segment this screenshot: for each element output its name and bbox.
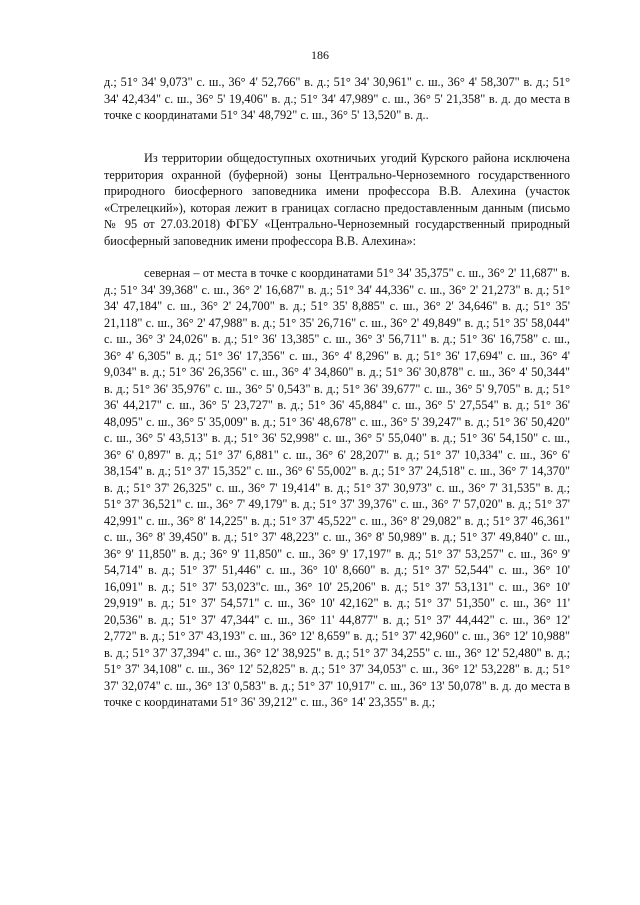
north-boundary-text: северная – от места в точке с координатами 51° 34' 35,375" с. ш., 36° 2' 11,687" в. д.; 51° 34' 39,368" с. ш., 36° 2' 16,687" в. д.; 51° 34' 44,336" с. ш., 36° 2' 21,273" в. д.; 51° 34' 47,184" с. ш., 36° 2' 24,700" в. д.; 51° 35' 8,885" с. ш., 36° 2' 34,646" в. д.; 51° 35' 21,118" с. ш., 36° 2' 47,988" в. д.; 51° 35' 26,716" с. ш., 36° 2' 49,849" в. д.; 51° 35' 58,044" с. ш., 36° 3' 24,026" в. д.; 51° 36' 13,385" с. ш., 36° 3' 56,711" в. д.; 51° 36' 16,758" с. ш., 36° 4' 6,305" в. д.; 51° 36' 17,356" с. ш., 36° 4' 8,296" в. д.; 51° 36' 17,694" с. ш., 36° 4' 9,034" в. д.; 51° 36' 26,356" с. ш., 36° 4' 34,860" в. д.; 51° 36' 30,878" с. ш., 36° 4' 50,344" в. д.; 51° 36' 35,976" с. ш., 36° 5' 0,543" в. д.; 51° 36' 39,677" с. ш., 36° 5' 9,705" в. д.; 51° 36' 44,217" с. ш., 36° 5' 23,727" в. д.; 51° 36' 45,884" с. ш., 36° 5' 27,554" в. д.; 51° 36' 48,095" с. ш., 36° 5' 35,009" в. д.; 51° 36' 48,678" с. ш., 36° 5' 39,247" в. д.; 51° 36' 50,420" с. ш., 36° 5' 43,513" в. д.; 51° 36' 52,998" с. ш., 36° 5' 55,040" в. д.; 51° 36' 54,150" с. ш., 36° 6' 0,897" в. д.; 51° 37' 6,881" с. ш., 36° 6' 28,207" в. д.; 51° 37' 10,334" с. ш., 36° 6' 38,154" в. д.; 51° 37' 15,352" с. ш., 36° 6' 55,002" в. д.; 51° 37' 24,518" с. ш., 36° 7' 14,370" в. д.; 51° 37' 26,325" с. ш., 36° 7' 19,414" в. д.; 51° 37' 30,973" с. ш., 36° 7' 31,535" в. д.; 51° 37' 36,521" с. ш., 36° 7' 49,179" в. д.; 51° 37' 39,376" с. ш., 36° 7' 57,020" в. д.; 51° 37' 42,991" с. ш., 36° 8' 14,225" в. д.; 51° 37' 45,522" с. ш., 36° 8' 29,082" в. д.; 51° 37' 46,361" с. ш., 36° 8' 39,450" в. д.; 51° 37' 48,223" с. ш., 36° 8' 50,989" в. д.; 51° 37' 49,840" с. ш., 36° 9' 11,850" в. д.; 36° 9' 11,850" с. ш., 36° 9' 17,197" в. д.; 51° 37' 53,257" с. ш., 36° 9' 54,714" в. д.; 51° 37' 51,446" с. ш., 36° 10' 8,660" в. д.; 51° 37' 52,544" с. ш., 36° 10' 16,091" в. д.; 51° 37' 53,023"с. ш., 36° 10' 25,206" в. д.; 51° 37' 53,131" с. ш., 36° 10' 29,919" в. д.; 51° 37' 54,571" с. ш., 36° 10' 42,162" в. д.; 51° 37' 51,350" с. ш., 36° 11' 20,536" в. д.; 51° 37' 47,344" с. ш., 36° 11' 44,877" в. д.; 51° 37' 44,442" с. ш., 36° 12' 2,772" в. д.; 51° 37' 43,193" с. ш., 36° 12' 8,659" в. д.; 51° 37' 42,960" с. ш., 36° 12' 10,988" в. д.; 51° 37' 37,394" с. ш., 36° 12' 38,925" в. д.; 51° 37' 34,255" с. ш., 36° 12' 52,480" в. д.; 51° 37' 34,108" с. ш., 36° 12' 52,825" в. д.; 51° 37' 34,053" с. ш., 36° 12' 53,228" в. д.; 51° 37' 32,074" с. ш., 36° 13' 0,583" в. д.; 51° 37' 10,917" с. ш., 36° 13' 50,078" в. д. до места в точке с координатами 51° 36' 39,212" с. ш., 36° 14' 23,355" в. д.; [104, 266, 570, 709]
north-boundary-paragraph [104, 265, 570, 711]
exclusion-paragraph [104, 150, 570, 249]
exclusion-text: Из территории общедоступных охотничьих угодий Курского района исключена территория охранной (буферной) зоны Центрально-Черноземного государственного природного биосферного заповедника имени профессора В.В. Алехина (участок «Стрелецкий»), которая лежит в границах согласно предоставленным данным (письмо № 95 от 27.03.2018) ФГБУ «Центрально-Черноземный государственный природный биосферный заповедник имени профессора В.В. Алехина»: [104, 151, 570, 248]
page-number: 186 [311, 48, 329, 62]
continuation-paragraph [104, 74, 570, 124]
continuation-text: д.; 51° 34' 9,073" с. ш., 36° 4' 52,766" в. д.; 51° 34' 30,961" с. ш., 36° 4' 58,307" в. д.; 51° 34' 42,434" с. ш., 36° 5' 19,406" в. д.; 51° 34' 47,989" с. ш., 36° 5' 21,358" в. д. до места в точке с координатами 51° 34' 48,792" с. ш., 36° 5' 13,520" в. д.. [104, 75, 570, 122]
